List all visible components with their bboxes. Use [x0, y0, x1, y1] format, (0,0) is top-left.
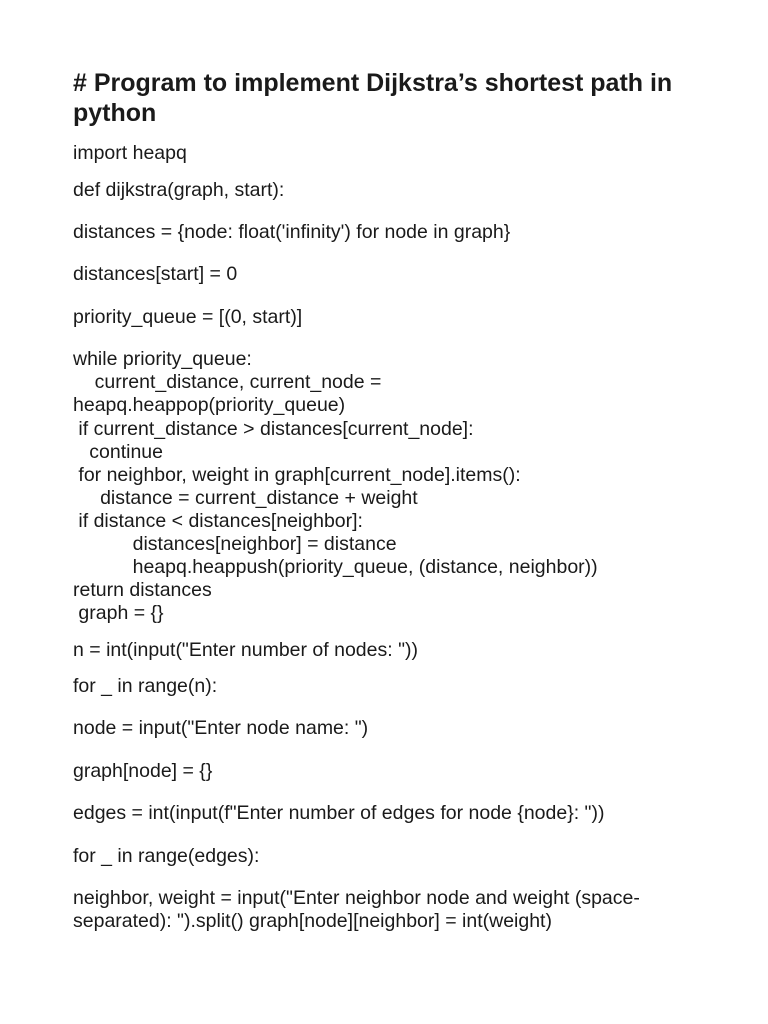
- code-line: for neighbor, weight in graph[current_node].items():: [73, 464, 521, 486]
- code-line: heapq.heappop(priority_queue): [73, 394, 346, 416]
- code-line: distances = {node: float('infinity') for node in graph}: [73, 221, 511, 243]
- code-line: for _ in range(edges):: [73, 845, 260, 867]
- code-line: distance = current_distance + weight: [73, 487, 418, 509]
- code-line: distances[neighbor] = distance: [73, 533, 397, 555]
- code-line: priority_queue = [(0, start)]: [73, 306, 303, 328]
- code-line: n = int(input("Enter number of nodes: ")): [73, 639, 418, 661]
- document-title: # Program to implement Dijkstra’s shortest path in python: [73, 69, 673, 127]
- code-line: distances[start] = 0: [73, 263, 238, 285]
- code-line: for _ in range(n):: [73, 675, 218, 697]
- code-line: current_distance, current_node =: [73, 371, 382, 393]
- code-line: if distance < distances[neighbor]:: [73, 510, 363, 532]
- code-line: graph = {}: [73, 602, 164, 624]
- code-line: continue: [73, 441, 163, 463]
- code-line: edges = int(input(f"Enter number of edges for node {node}: ")): [73, 802, 605, 824]
- code-line: neighbor, weight = input("Enter neighbor node and weight (space-: [73, 887, 640, 909]
- code-line: if current_distance > distances[current_node]:: [73, 418, 474, 440]
- code-line: heapq.heappush(priority_queue, (distance, neighbor)): [73, 556, 598, 578]
- code-line: import heapq: [73, 142, 187, 164]
- code-line: return distances: [73, 579, 212, 601]
- code-line: graph[node] = {}: [73, 760, 213, 782]
- code-line: separated): ").split() graph[node][neighbor] = int(weight): [73, 910, 552, 932]
- code-line: def dijkstra(graph, start):: [73, 179, 285, 201]
- code-line: node = input("Enter node name: "): [73, 717, 369, 739]
- code-line: while priority_queue:: [73, 348, 252, 370]
